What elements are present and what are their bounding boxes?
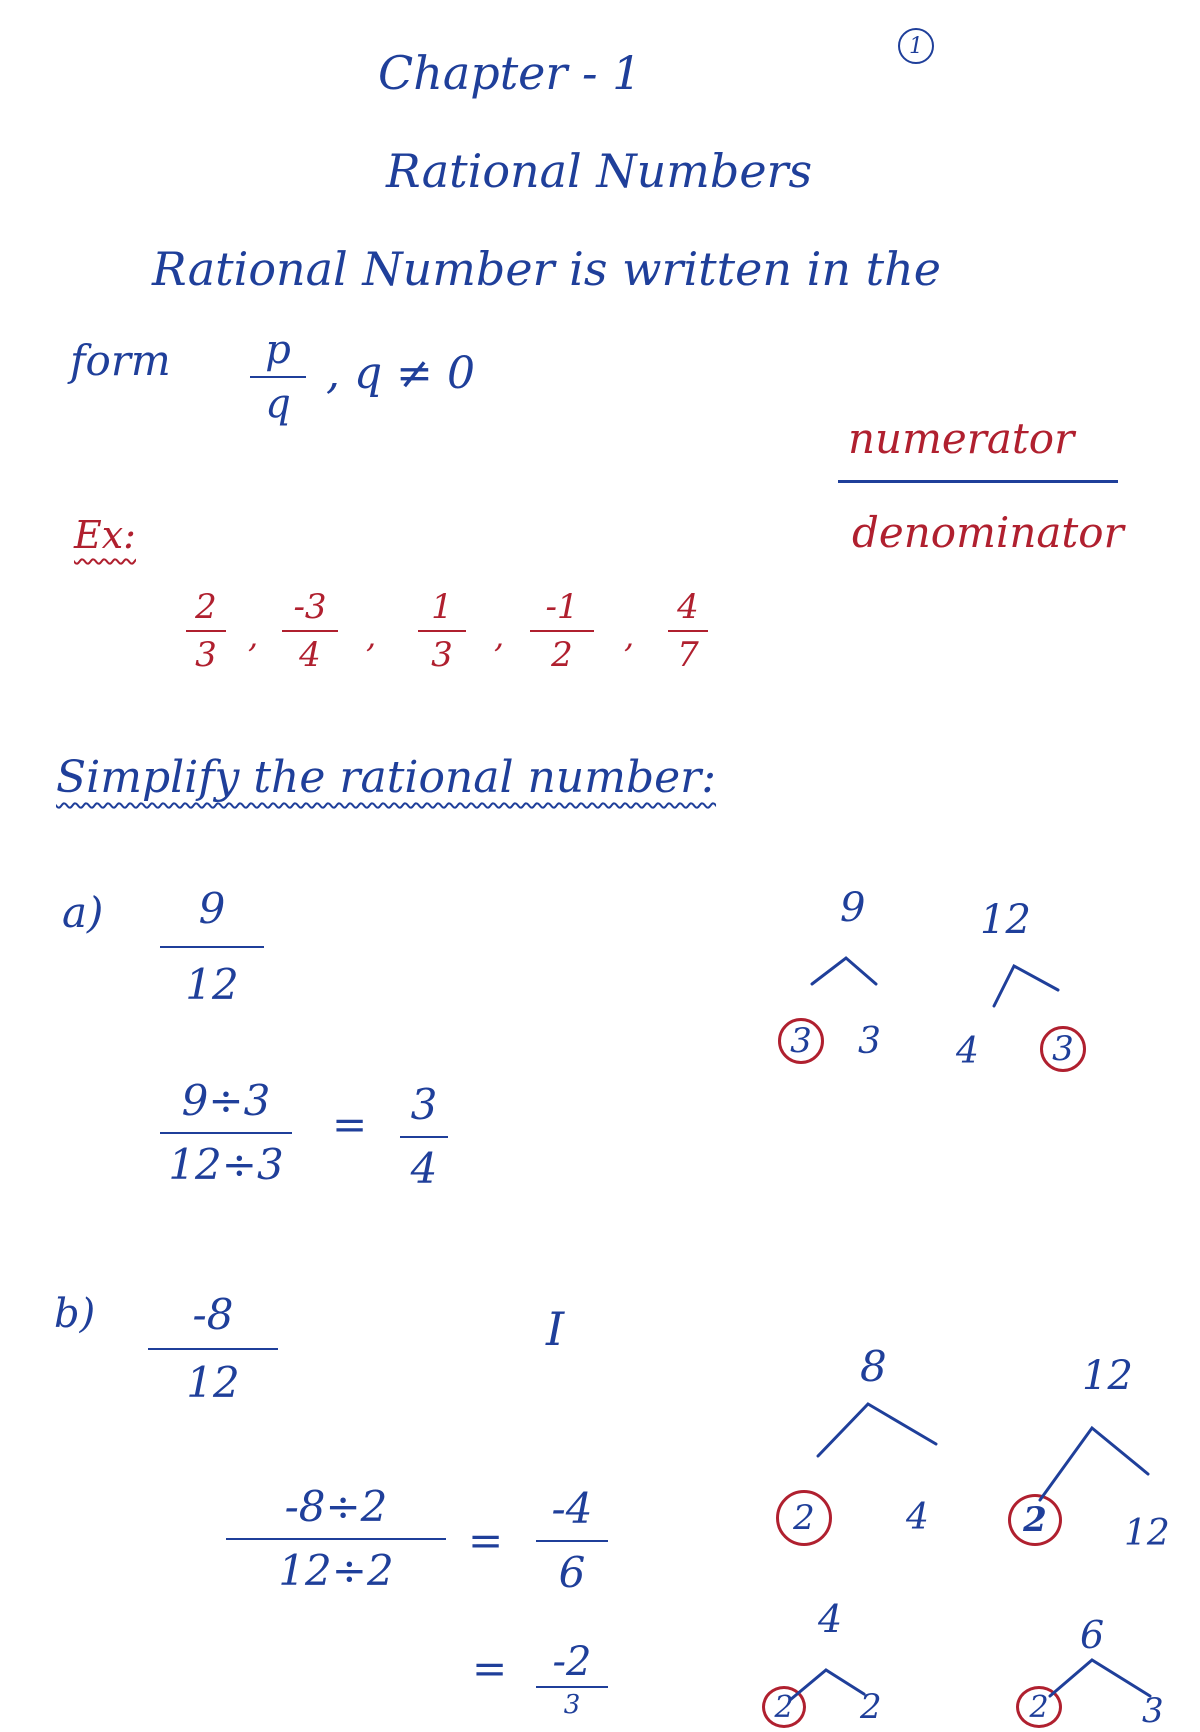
part-a-step-denominator: 12÷3 [168,1140,284,1189]
tree-a-right-left: 4 [956,1031,979,1072]
tree-a-left-left-value: 3 [790,1021,812,1061]
part-b-numerator: -8 [192,1290,234,1339]
fraction-bar [282,630,338,632]
example-2-numerator: -3 [293,587,327,627]
example-3-denominator: 3 [431,635,453,675]
fraction-bar [668,630,708,632]
tree-b-right-branch [1040,1428,1148,1500]
example-3-numerator: 1 [431,587,453,627]
tree-b-left-sub-left-value: 2 [774,1689,794,1725]
tree-b-left-sub-right: 2 [860,1687,882,1727]
tree-b-left-left-value: 2 [793,1498,815,1538]
page-number-text: 1 [909,33,923,59]
tree-b-right-sub-left-circled [1016,1686,1062,1728]
simplify-heading: Simplify the rational number: [56,752,717,803]
tree-b-right-sub-right: 3 [1142,1691,1164,1731]
part-b-result-fraction [536,1484,608,1597]
tree-a-left-branch [812,958,876,984]
fraction-bar [400,1136,448,1138]
text-cursor-mark: I [546,1302,565,1356]
part-a-numerator: 9 [198,884,226,933]
equals-sign: = [468,1516,504,1565]
fraction-bar [418,630,466,632]
denominator-label: denominator [852,508,1124,557]
part-a-result-numerator: 3 [410,1080,438,1129]
p-symbol: p [265,327,291,373]
tree-b-right-root: 12 [1082,1353,1133,1399]
tree-b-right-left-circled [1008,1494,1062,1546]
fraction-bar [148,1348,278,1350]
q-not-zero: , q ≠ 0 [326,348,475,399]
p-over-q-fraction [250,327,306,427]
tree-a-right-branch [994,966,1058,1006]
part-b-final-fraction [536,1639,608,1720]
tree-b-right-left-value: 2 [1023,1500,1047,1540]
part-a-fraction [160,884,264,1009]
fraction-bar [250,376,306,378]
example-fraction-3 [418,587,466,675]
part-a-step-numerator: 9÷3 [181,1076,271,1125]
example-2-denominator: 4 [299,635,321,675]
example-fraction-4 [530,587,594,675]
page-number [898,28,934,64]
q-symbol: q [265,381,291,427]
part-a-step-fraction [160,1076,292,1189]
tree-b-left-root: 8 [860,1342,887,1391]
part-b-denominator: 12 [186,1358,240,1407]
part-a-denominator: 12 [185,960,239,1009]
definition-line: Rational Number is written in the [152,242,941,296]
tree-b-left-branch [818,1404,936,1456]
tree-a-left-left-circled [778,1018,824,1064]
comma: , [494,617,505,655]
tree-b-left-sub-root: 4 [818,1597,843,1641]
example-fraction-5 [668,587,708,675]
tree-b-left-left-circled [776,1490,832,1546]
example-1-denominator: 3 [195,635,217,675]
example-4-denominator: 2 [551,635,573,675]
example-fraction-1 [186,587,226,675]
tree-a-right-right-value: 3 [1052,1029,1074,1069]
fraction-bar [536,1686,608,1688]
tree-b-right-sub-branch [1050,1660,1150,1696]
fraction-bar [160,946,264,948]
tree-b-right-sub-left-value: 2 [1029,1689,1049,1725]
fraction-bar [536,1540,608,1542]
numerator-denominator-bar [838,480,1118,483]
tree-b-left-right: 4 [906,1497,929,1538]
part-b-step-denominator: 12÷2 [278,1546,394,1595]
part-b-result-denominator: 6 [558,1548,586,1597]
example-5-numerator: 4 [677,587,699,627]
example-label: Ex: [74,513,136,557]
part-a-result-denominator: 4 [410,1144,438,1193]
part-b-step-fraction [226,1482,446,1595]
comma: , [248,617,259,655]
part-a-label: a) [62,888,104,937]
fraction-bar [186,630,226,632]
comma: , [624,617,635,655]
part-b-final-numerator: -2 [552,1639,592,1685]
example-fraction-2 [282,587,338,675]
chapter-heading: Chapter - 1 [378,46,642,100]
tree-b-right-right: 12 [1124,1513,1170,1554]
part-b-result-numerator: -4 [551,1484,593,1533]
form-label: form [70,336,171,385]
part-b-fraction [148,1290,278,1407]
fraction-bar [226,1538,446,1540]
part-b-step-numerator: -8÷2 [284,1482,388,1531]
tree-a-right-right-circled [1040,1026,1086,1072]
part-b-final-denominator: 3 [563,1690,581,1720]
equals-sign-2: = [472,1644,508,1693]
comma: , [366,617,377,655]
tree-a-left-root: 9 [840,885,866,931]
tree-a-right-root: 12 [980,897,1031,943]
tree-a-left-right: 3 [858,1021,881,1062]
fraction-bar [530,630,594,632]
equals-sign: = [332,1100,368,1149]
tree-b-left-sub-left-circled [762,1686,806,1728]
example-4-numerator: -1 [545,587,579,627]
numerator-label: numerator [848,414,1075,463]
part-b-label: b) [54,1291,96,1337]
fraction-bar [160,1132,292,1134]
part-a-result-fraction [400,1080,448,1193]
example-1-numerator: 2 [195,587,217,627]
page-title: Rational Numbers [386,144,813,198]
tree-b-right-sub-root: 6 [1080,1613,1105,1657]
example-5-denominator: 7 [677,635,699,675]
